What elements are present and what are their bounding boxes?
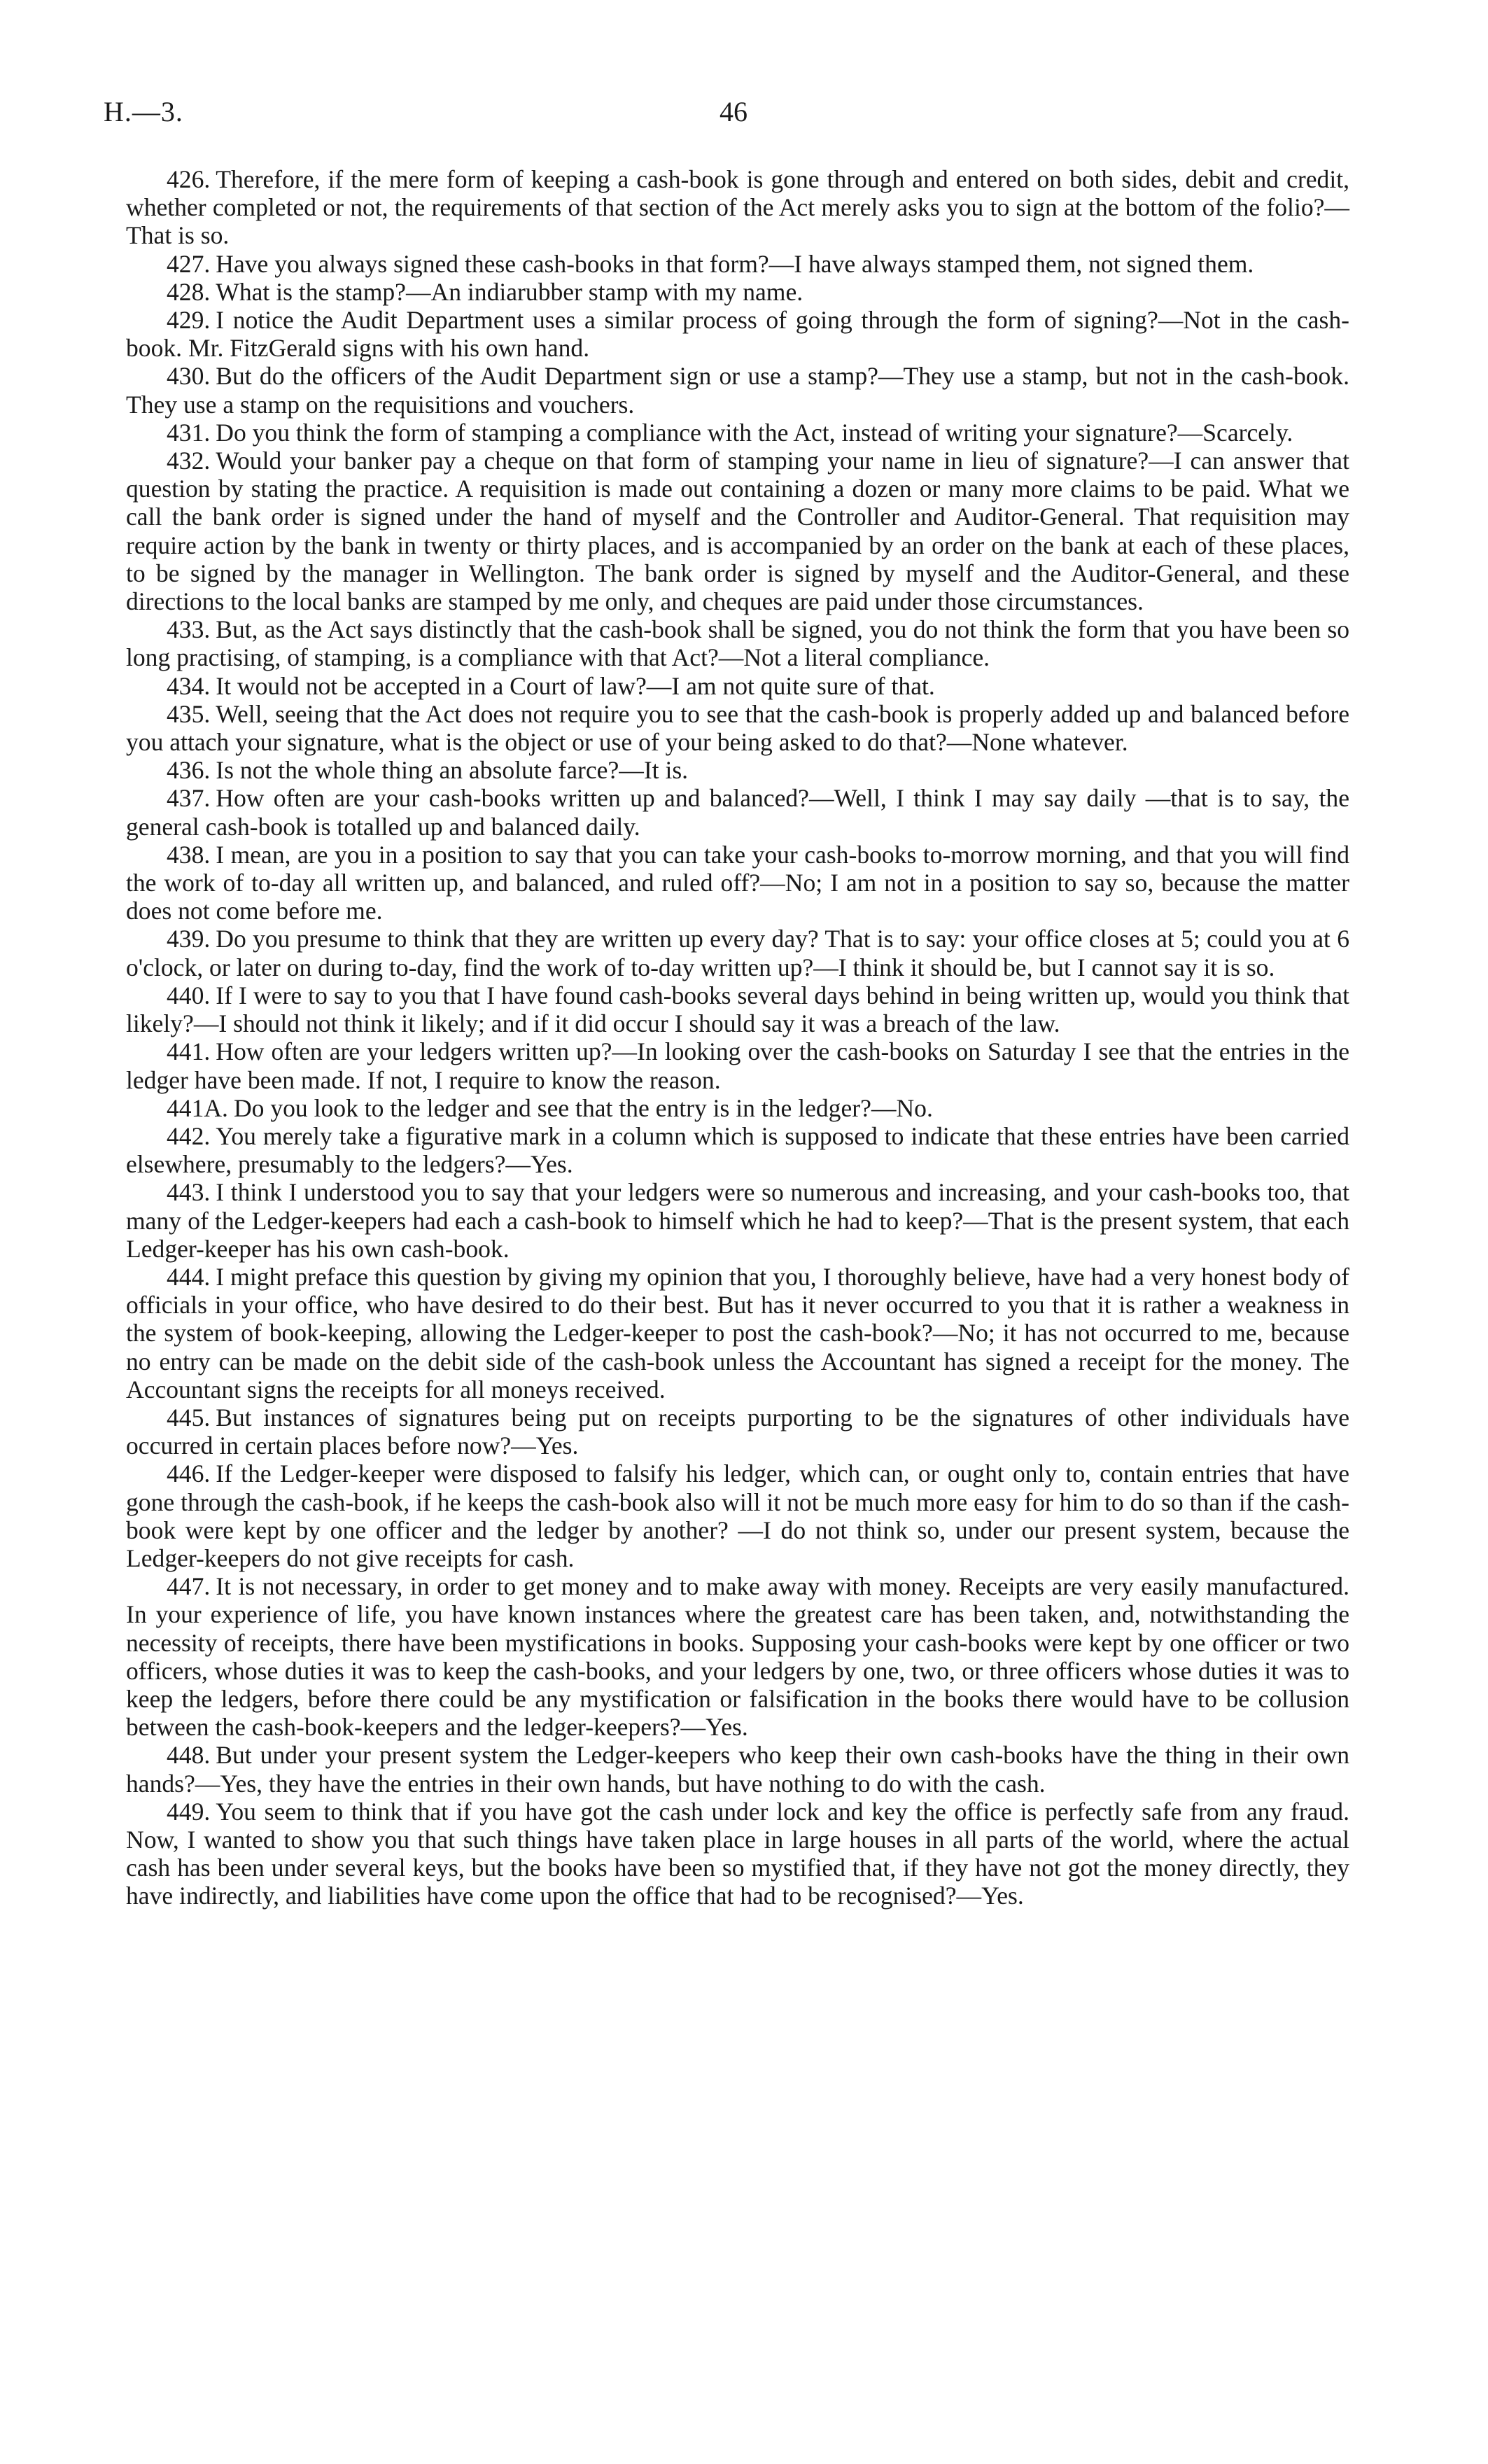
question-answer-text: I mean, are you in a position to say that you can take your cash-books to-morrow morning, and that you will find the work of to-day all written up, and balanced, and ruled off?—No; I am not in a position to say so, because the matter does not come before me. [126, 840, 1349, 925]
qa-paragraph [126, 306, 1349, 362]
qa-paragraph [126, 841, 1349, 925]
question-answer-text: Do you look to the ledger and see that the entry is in the ledger?—No. [233, 1093, 933, 1122]
question-number: 447. [167, 1572, 211, 1601]
question-answer-text: It is not necessary, in order to get money and to make away with money. Receipts are very easily manufactured. In your experience of life, you have known instances where the greatest care has been taken, and, notwithstanding the necessity of receipts, there have been mystifications in books. Supposing your cash-books were kept by one officer or two officers, whose duties it was to keep the cash-books, and your ledgers by one, two, or three officers whose duties it was to keep the ledgers, before there could be any mystification or falsification in the books there would have to be collusion between the cash-book-keepers and the ledger-keepers?—Yes. [126, 1572, 1349, 1742]
question-number: 440. [167, 981, 211, 1009]
question-answer-text: You seem to think that if you have got the cash under lock and key the office is perfectly safe from any fraud. Now, I wanted to show you that such things have taken place in large houses in all parts of the world, where the actual cash has been under several keys, but the books have been so mystified that, if they have not got the money directly, they have indirectly, and liabilities have come upon the office that had to be recognised?—Yes. [126, 1797, 1349, 1910]
question-number: 434. [167, 671, 211, 700]
qa-paragraph [126, 362, 1349, 418]
question-answer-text: But, as the Act says distinctly that the cash-book shall be signed, you do not think the form that you have been so long practising, of stamping, is a compliance with that Act?—Not a literal compliance. [126, 615, 1349, 672]
qa-paragraph [126, 1741, 1349, 1797]
question-answer-text: But under your present system the Ledger-keepers who keep their own cash-books have the thing in their own hands?—Yes, they have the entries in their own hands, but have nothing to do with the cash. [126, 1741, 1349, 1798]
question-answer-text: If I were to say to you that I have found cash-books several days behind in being written up, would you think that likely?—I should not think it likely; and if it did occur I should say it was a breach of the law. [126, 981, 1349, 1038]
question-number: 430. [167, 362, 211, 391]
qa-paragraph [126, 1094, 1349, 1122]
question-number: 448. [167, 1741, 211, 1770]
question-number: 446. [167, 1460, 211, 1488]
question-answer-text: What is the stamp?—An indiarubber stamp with my name. [216, 277, 803, 306]
qa-paragraph [126, 1572, 1349, 1741]
question-number: 429. [167, 306, 211, 335]
qa-paragraph [126, 672, 1349, 700]
question-number: 435. [167, 699, 211, 728]
question-number: 441A. [167, 1093, 228, 1122]
question-answer-text: How often are your cash-books written up and balanced?—Well, I think I may say daily —that is to say, the general cash-book is totalled up and balanced daily. [126, 784, 1349, 841]
page-number: 46 [720, 96, 747, 127]
question-answer-text: Do you presume to think that they are written up every day? That is to say: your office closes at 5; could you at 6 o'clock, or later on during to-day, find the work of to-day written up?—I think it should be, but I cannot say it is so. [126, 925, 1349, 981]
question-answer-text: You merely take a figurative mark in a column which is supposed to indicate that these entries have been carried elsewhere, presumably to the ledgers?—Yes. [126, 1121, 1349, 1179]
question-number: 431. [167, 418, 211, 447]
question-number: 439. [167, 925, 211, 953]
qa-paragraph [126, 1037, 1349, 1093]
question-answer-text: I think I understood you to say that your ledgers were so numerous and increasing, and your cash-books too, that many of the Ledger-keepers had each a cash-book to himself which he had to keep?—That is the present system, that each Ledger-keeper has his own cash-book. [126, 1178, 1349, 1263]
question-answer-text: It would not be accepted in a Court of law?—I am not quite sure of that. [216, 671, 935, 700]
question-number: 444. [167, 1262, 211, 1291]
question-answer-text: Is not the whole thing an absolute farce?—It is. [216, 756, 689, 785]
qa-paragraph [126, 784, 1349, 840]
qa-paragraph [126, 419, 1349, 447]
question-answer-text: How often are your ledgers written up?—In looking over the cash-books on Saturday I see that the entries in the ledger have been made. If not, I require to know the reason. [126, 1037, 1349, 1094]
question-number: 428. [167, 277, 211, 306]
qa-paragraph [126, 615, 1349, 671]
question-number: 443. [167, 1178, 211, 1207]
qa-paragraph [126, 1460, 1349, 1572]
qa-paragraph [126, 925, 1349, 981]
question-number: 437. [167, 784, 211, 813]
question-answer-text: Do you think the form of stamping a compliance with the Act, instead of writing your signature?—Scarcely. [216, 418, 1293, 447]
question-answer-text: If the Ledger-keeper were disposed to falsify his ledger, which can, or ought only to, contain entries that have gone through the cash-book, if he keeps the cash-book also will it not be much more easy for him to do so than if the cash-book were kept by one officer and the ledger by another? —I do not think so, under our present system, because the Ledger-keepers do not give receipts for cash. [126, 1460, 1349, 1572]
evidence-text [126, 165, 1349, 1910]
question-answer-text: I notice the Audit Department uses a similar process of going through the form of signing?—Not in the cash-book. Mr. FitzGerald signs with his own hand. [126, 306, 1349, 363]
running-header [104, 95, 1356, 137]
qa-paragraph [126, 981, 1349, 1037]
qa-paragraph [126, 165, 1349, 250]
question-answer-text: I might preface this question by giving my opinion that you, I thoroughly believe, have had a very honest body of officials in your office, who have desired to do their best. But has it never occurred to you that it is rather a weakness in the system of book-keeping, allowing the Ledger-keeper to post the cash-book?—No; it has not occurred to me, because no entry can be made on the debit side of the cash-book unless the Accountant has signed a receipt for the money. The Accountant signs the receipts for all moneys received. [126, 1262, 1349, 1404]
question-number: 427. [167, 249, 211, 278]
question-answer-text: But instances of signatures being put on receipts purporting to be the signatures of other individuals have occurred in certain places before now?—Yes. [126, 1403, 1349, 1460]
qa-paragraph [126, 1178, 1349, 1263]
qa-paragraph [126, 1122, 1349, 1178]
qa-paragraph [126, 1263, 1349, 1404]
question-answer-text: Therefore, if the mere form of keeping a cash-book is gone through and entered on both sides, debit and credit, whether completed or not, the requirements of that section of the Act merely asks you to sign at the bottom of the folio?—That is so. [126, 165, 1349, 250]
question-number: 433. [167, 615, 211, 644]
question-number: 445. [167, 1403, 211, 1432]
question-answer-text: Have you always signed these cash-books in that form?—I have always stamped them, not signed them. [216, 249, 1254, 278]
question-number: 436. [167, 756, 211, 785]
question-answer-text: Would your banker pay a cheque on that form of stamping your name in lieu of signature?—I can answer that question by stating the practice. A requisition is made out containing a dozen or many more claims to be paid. What we call the bank order is signed under the hand of myself and the Controller and Auditor-General. That requisition may require action by the bank in twenty or thirty places, and is accompanied by an order on the bank at each of these places, to be signed by the manager in Wellington. The bank order is signed by myself and the Auditor-General, and these directions to the local banks are stamped by me only, and cheques are paid under those circumstances. [126, 447, 1349, 616]
question-number: 449. [167, 1797, 211, 1826]
qa-paragraph [126, 756, 1349, 784]
qa-paragraph [126, 1798, 1349, 1910]
question-answer-text: But do the officers of the Audit Department sign or use a stamp?—They use a stamp, but not in the cash-book. They use a stamp on the requisitions and vouchers. [126, 362, 1349, 419]
series-code: H.—3. [104, 96, 183, 127]
qa-paragraph [126, 1404, 1349, 1460]
question-number: 442. [167, 1121, 211, 1150]
qa-paragraph [126, 278, 1349, 306]
qa-paragraph [126, 447, 1349, 615]
question-number: 441. [167, 1037, 211, 1066]
question-number: 432. [167, 447, 211, 475]
question-number: 426. [167, 165, 211, 193]
question-number: 438. [167, 840, 211, 869]
question-answer-text: Well, seeing that the Act does not require you to see that the cash-book is properly added up and balanced before you attach your signature, what is the object or use of your being asked to do that?—None whatever. [126, 699, 1349, 757]
qa-paragraph [126, 250, 1349, 278]
qa-paragraph [126, 700, 1349, 756]
